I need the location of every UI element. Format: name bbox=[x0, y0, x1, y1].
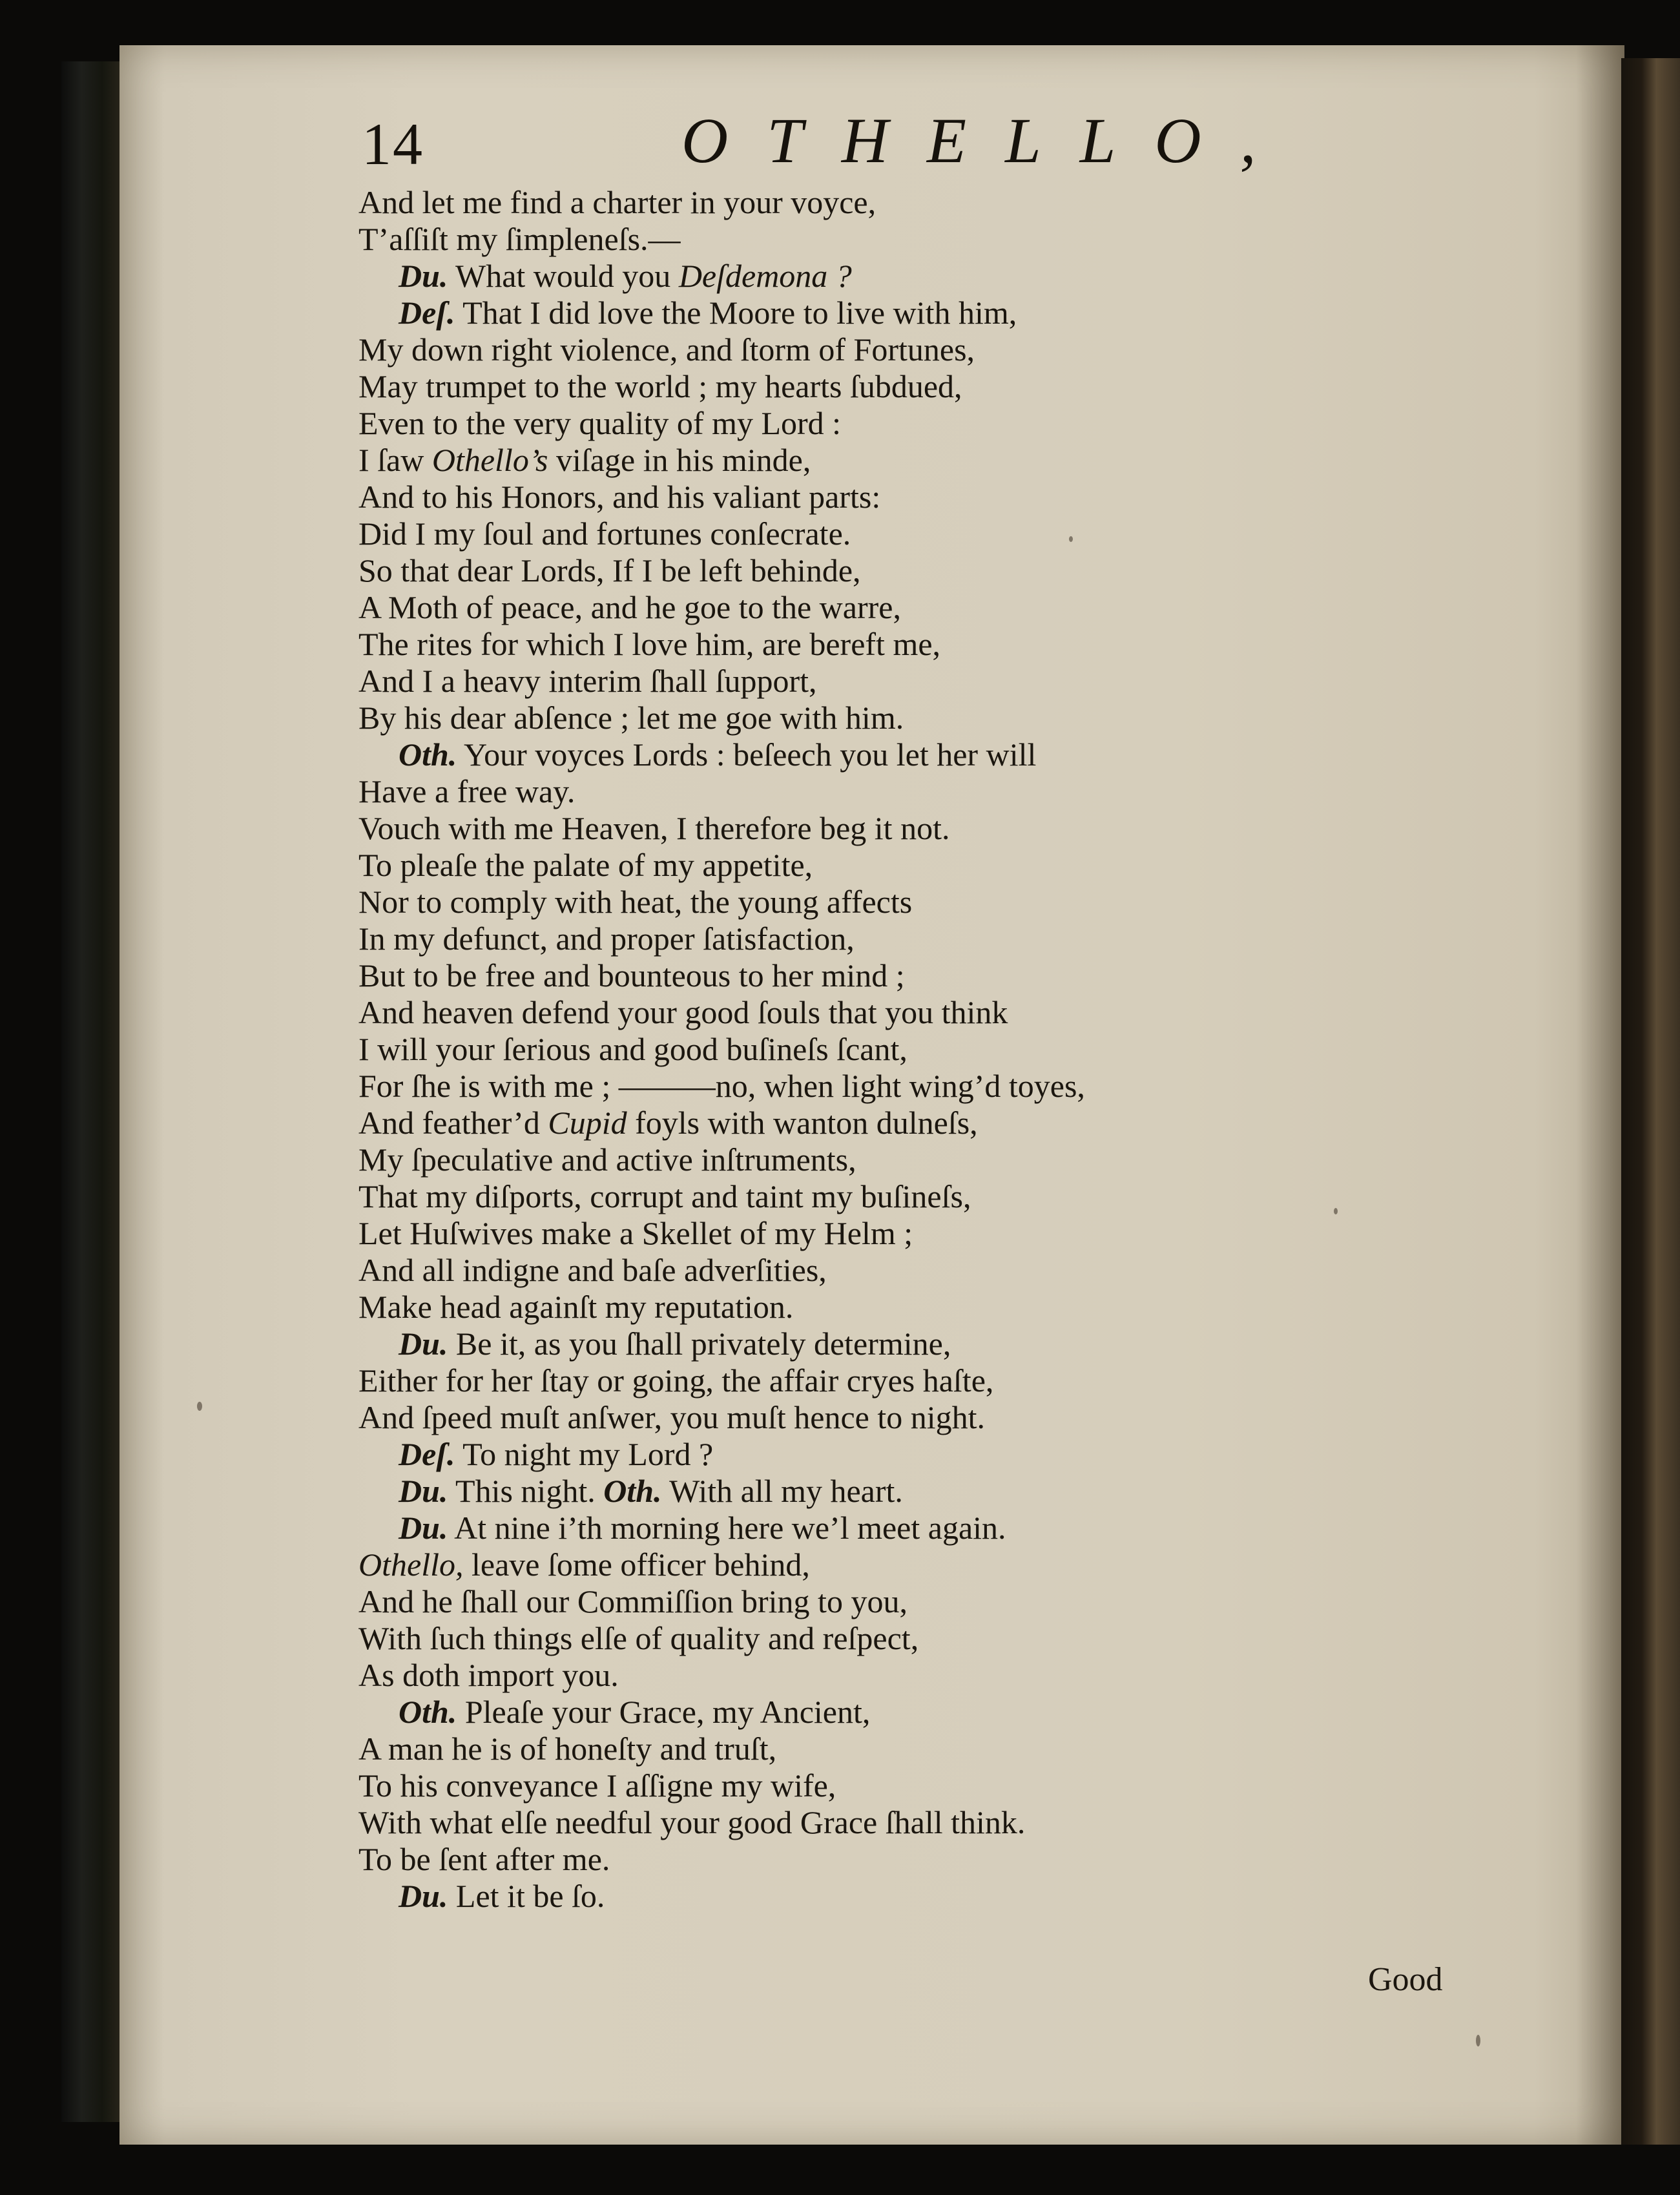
verse-line bbox=[358, 1031, 1618, 1068]
verse-line bbox=[358, 479, 1618, 515]
verse-line bbox=[358, 1767, 1618, 1804]
verse-line bbox=[358, 589, 1618, 626]
line-text: To his conveyance I aſſigne my wife, bbox=[358, 1767, 836, 1804]
verse-line bbox=[358, 1178, 1618, 1215]
italic-text: Deſdemona ? bbox=[678, 258, 852, 294]
speaker-prefix: Oth. bbox=[603, 1473, 662, 1509]
verse-line bbox=[358, 1731, 1618, 1767]
verse-line bbox=[358, 1326, 1618, 1362]
ink-fleck bbox=[197, 1402, 202, 1411]
line-text: The rites for which I love him, are bereft me, bbox=[358, 626, 941, 662]
verse-line bbox=[358, 1878, 1618, 1915]
verse-line bbox=[358, 1141, 1618, 1178]
line-text: In my defunct, and proper ſatisfaction, bbox=[358, 921, 855, 957]
line-text: My down right violence, and ſtorm of Fortunes, bbox=[358, 331, 975, 368]
verse-line bbox=[358, 1804, 1618, 1841]
verse-line bbox=[358, 1620, 1618, 1657]
line-text: And to his Honors, and his valiant parts: bbox=[358, 479, 881, 515]
facing-page-edge bbox=[1621, 58, 1680, 2145]
line-text: But to be free and bounteous to her mind ; bbox=[358, 957, 905, 993]
line-text: Did I my ſoul and fortunes conſecrate. bbox=[358, 515, 851, 552]
verse-line bbox=[358, 957, 1618, 994]
line-text: My ſpeculative and active inſtruments, bbox=[358, 1141, 856, 1178]
verse-line bbox=[358, 1289, 1618, 1326]
verse-line bbox=[358, 1105, 1618, 1141]
italic-text: Cupid bbox=[548, 1105, 627, 1141]
line-text: And ſpeed muſt anſwer, you muſt hence to night. bbox=[358, 1399, 986, 1435]
page-header bbox=[362, 103, 1589, 194]
line-text: I will your ſerious and good buſineſs ſcant, bbox=[358, 1031, 907, 1067]
line-text: To be ſent after me. bbox=[358, 1841, 610, 1877]
verse-line bbox=[358, 184, 1618, 221]
verse-line bbox=[358, 1252, 1618, 1289]
line-text: Be it, as you ſhall privately determine, bbox=[455, 1326, 951, 1362]
verse-line bbox=[358, 736, 1618, 773]
line-text: May trumpet to the world ; my hearts ſubdued, bbox=[358, 368, 962, 404]
verse-line bbox=[358, 773, 1618, 810]
line-text: Let Huſwives make a Skellet of my Helm ; bbox=[358, 1215, 913, 1251]
speaker-prefix: Du. bbox=[399, 258, 448, 294]
speaker-prefix: Du. bbox=[399, 1473, 448, 1509]
speaker-prefix: Deſ. bbox=[399, 1436, 455, 1472]
running-title: OTHELLO, bbox=[681, 105, 1295, 176]
line-text: Have a free way. bbox=[358, 773, 576, 809]
line-text: To pleaſe the palate of my appetite, bbox=[358, 847, 813, 883]
verse-line bbox=[358, 700, 1618, 736]
verse-line bbox=[358, 405, 1618, 442]
verse-line bbox=[358, 1841, 1618, 1878]
line-text: Nor to comply with heat, the young affects bbox=[358, 884, 913, 920]
line-text: Make head againſt my reputation. bbox=[358, 1289, 794, 1325]
line-text: Pleaſe your Grace, my Ancient, bbox=[464, 1694, 871, 1730]
line-text: Either for her ſtay or going, the affair cryes haſte, bbox=[358, 1362, 994, 1399]
line-text: And let me find a charter in your voyce, bbox=[358, 184, 876, 220]
line-text: And feather’d bbox=[358, 1105, 548, 1141]
verse-line bbox=[358, 1510, 1618, 1546]
line-text: As doth import you. bbox=[358, 1657, 619, 1693]
line-text: With what elſe needful your good Grace ſhall think. bbox=[358, 1804, 1026, 1840]
line-text: T’aſſiſt my ſimpleneſs.— bbox=[358, 221, 681, 257]
verse-line bbox=[358, 331, 1618, 368]
verse-line bbox=[358, 1068, 1618, 1105]
verse-line bbox=[358, 295, 1618, 331]
speaker-prefix: Deſ. bbox=[399, 295, 455, 331]
speaker-prefix: Oth. bbox=[399, 736, 457, 773]
line-text: And he ſhall our Commiſſion bring to you, bbox=[358, 1583, 907, 1619]
verse-line bbox=[358, 1473, 1618, 1510]
line-text-after: foyls with wanton dulneſs, bbox=[627, 1105, 978, 1141]
line-text: Let it be ſo. bbox=[455, 1878, 605, 1914]
verse-line bbox=[358, 1215, 1618, 1252]
speaker-prefix: Du. bbox=[399, 1326, 448, 1362]
ink-fleck bbox=[1476, 2035, 1480, 2046]
line-text: A Moth of peace, and he goe to the warre, bbox=[358, 589, 901, 625]
verse-line bbox=[358, 994, 1618, 1031]
verse-line bbox=[358, 1436, 1618, 1473]
verse-line bbox=[358, 368, 1618, 405]
verse-line bbox=[358, 663, 1618, 700]
italic-text: Othello’s bbox=[431, 442, 548, 478]
speaker-prefix: Du. bbox=[399, 1510, 448, 1546]
line-text: With all my heart. bbox=[669, 1473, 903, 1509]
verse-line bbox=[358, 1399, 1618, 1436]
line-text: That my diſports, corrupt and taint my buſineſs, bbox=[358, 1178, 971, 1214]
verse-line bbox=[358, 921, 1618, 957]
verse-line bbox=[358, 810, 1618, 847]
verse-line bbox=[358, 552, 1618, 589]
line-text: Vouch with me Heaven, I therefore beg it not. bbox=[358, 810, 950, 846]
line-text: By his dear abſence ; let me goe with him. bbox=[358, 700, 904, 736]
verse-line bbox=[358, 884, 1618, 921]
line-text: And all indigne and baſe adverſities, bbox=[358, 1252, 827, 1288]
speaker-prefix: Oth. bbox=[399, 1694, 457, 1730]
line-text: At nine i’th morning here we’l meet again. bbox=[454, 1510, 1006, 1546]
speaker-prefix: Du. bbox=[399, 1878, 448, 1914]
line-text: For ſhe is with me ; ———no, when light wing’d toyes, bbox=[358, 1068, 1085, 1104]
play-text bbox=[358, 184, 1618, 1915]
line-text: To night my Lord ? bbox=[462, 1436, 714, 1472]
verse-line bbox=[358, 1694, 1618, 1731]
verse-line bbox=[358, 626, 1618, 663]
verse-line bbox=[358, 1362, 1618, 1399]
page-number: 14 bbox=[362, 111, 424, 177]
verse-line bbox=[358, 1546, 1618, 1583]
line-text-after: viſage in his minde, bbox=[548, 442, 811, 478]
line-text: What would you bbox=[455, 258, 679, 294]
line-text: A man he is of honeſty and truſt, bbox=[358, 1731, 777, 1767]
verse-line bbox=[358, 1583, 1618, 1620]
verse-line bbox=[358, 221, 1618, 258]
verse-line bbox=[358, 847, 1618, 884]
catchword: Good bbox=[1368, 1961, 1443, 1998]
line-text: I ſaw bbox=[358, 442, 432, 478]
verse-line bbox=[358, 515, 1618, 552]
italic-text: Othello, bbox=[358, 1546, 464, 1583]
line-text: Even to the very quality of my Lord : bbox=[358, 405, 842, 441]
verse-line bbox=[358, 442, 1618, 479]
line-text: So that dear Lords, If I be left behinde, bbox=[358, 552, 861, 588]
book-binding bbox=[61, 61, 123, 2122]
line-text-after: leave ſome officer behind, bbox=[463, 1546, 810, 1583]
line-text: This night. bbox=[455, 1473, 596, 1509]
verse-line bbox=[358, 1657, 1618, 1694]
verse-line bbox=[358, 258, 1618, 295]
line-text: And I a heavy interim ſhall ſupport, bbox=[358, 663, 817, 699]
line-text: Your voyces Lords : beſeech you let her will bbox=[463, 736, 1037, 773]
line-text: With ſuch things elſe of quality and reſpect, bbox=[358, 1620, 919, 1656]
line-text: That I did love the Moore to live with him, bbox=[462, 295, 1017, 331]
line-text: And heaven defend your good ſouls that you think bbox=[358, 994, 1008, 1030]
